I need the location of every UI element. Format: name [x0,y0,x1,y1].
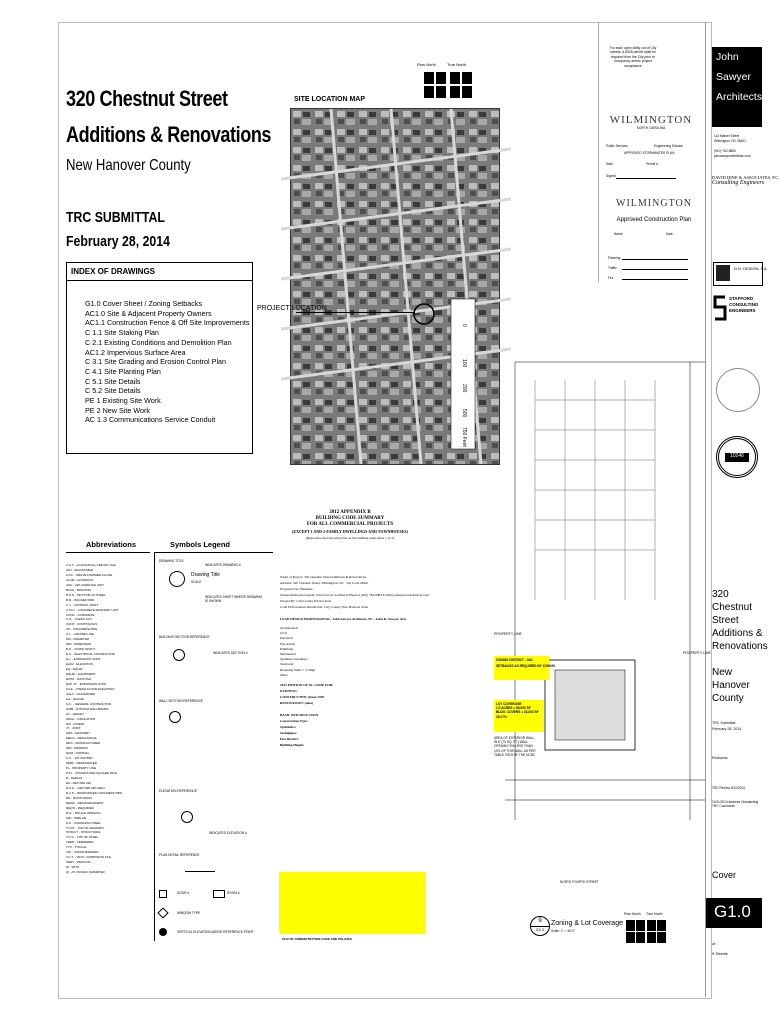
symbol-drawing-title-label: DRAWING TITLE [159,559,184,563]
engineer-sub: Consulting Engineers [712,180,765,186]
tb-sheet-number: G1.0 [714,902,751,921]
stafford-mark-icon [713,295,727,321]
room-symbol-icon [213,890,225,898]
symbol-indicates-drawing: INDICATES DRAWING # [205,563,241,567]
stafford-line3: ENGINEERS [729,308,756,313]
index-item: C 5.1 Site Details [85,376,141,386]
architect-logo-box [712,47,762,127]
symbol-indicates-sheet: INDICATES SHEET WHERE DRAWING IS SHOWN [205,595,263,604]
abbreviation-item: HT - HEIGHT [66,711,84,716]
drawing-title-symbol-icon [169,571,185,587]
symbol-elevation-ref: ELEVATION REFERENCE [159,789,197,793]
index-list [67,281,252,425]
architect-first-name: John [716,51,739,63]
zoning-setbacks: SETBACKS AS REQUIRED BY ZONING [496,664,555,669]
code-proposed-use: Proposed Use: Business [280,587,313,591]
abbreviation-item: C.L. - CENTER LINE [66,632,95,637]
code-sprinklers: Sprinklers: [280,725,297,730]
abbreviation-item: @ - AT, ROUND, DIAMETER [66,870,105,875]
index-heading: INDEX OF DRAWINGS [67,263,252,281]
abbreviation-item: MECH - MECHANICAL [66,736,98,741]
discipline-row: Plumbing [280,646,294,651]
code-title-5: (Reproduce the following data on the building plans sheet 1 or 2) [305,535,395,540]
abbreviation-item: STRUCT - STRUCTURAL [66,830,101,835]
lot-coverage-title: LOT COVERAGE [496,702,522,706]
abbreviation-item: INV - INVERT [66,721,85,726]
property-line-label-1: PROPERTY LINE [494,632,522,636]
abbreviation-item: RA - RETURN AIR [66,780,91,785]
tb-project-line1: 320 Chestnut [712,589,753,613]
project-location-leader [296,312,414,313]
abbreviation-item: V.C.T. - VINYL COMPOSITE TILE [66,855,112,860]
planning-line [622,259,688,260]
abbreviation-item: P.S.I. - POUNDS PER SQUARE INCH [66,771,118,776]
stafford-line1: STAFFORD [729,296,754,301]
tb-project-line2: Street [712,615,739,626]
true-north-label: True North [447,62,466,67]
scale-tick: 200 [461,384,467,393]
abbreviations-rule [66,552,150,553]
index-item: PE 2 New Site Work [85,405,150,415]
code-title-2: BUILDING CODE SUMMARY [315,516,385,522]
code-existing: EXISTING: [280,689,298,694]
planning-label: Planning [608,256,621,260]
abbreviation-item: VERT - VERTICAL [66,860,92,865]
traffic-label: Traffic [608,266,617,270]
code-disciplines [280,626,490,678]
tb-trc: TRC Submittal [712,721,736,725]
code-project-name: Name of Project: 320 Chestnut Street Additions & Renovations [280,575,367,579]
symbol-indicates-section: INDICATES SECTION # [213,651,248,655]
code-enforcement: Code Enforcement Jurisdiction: City County New Hanover State [280,605,369,609]
abbreviation-item: O.C. - ON CENTER [66,756,93,761]
architect-address2: Wilmington, NC 28401 [714,139,746,143]
architect-last-name: Sawyer [716,71,752,83]
code-constructed: CONSTRUCTED: (date) 1959 [280,695,325,700]
abbreviation-item: INSUL - INSULATION [66,716,96,721]
scale-tick: 100 [461,359,467,368]
architect-address1: 114 Market Street [714,134,740,138]
abbreviation-item: E.J. - EXPANSION JOINT [66,657,101,662]
city-logo-sub: NORTH CAROLINA [636,126,666,130]
abbreviations-heading: Abbreviations [86,540,137,549]
code-lead-design: LEAD DESIGN PROFESSIONAL: John Sawyer Architects, PC - John R. Sawyer, AIA [280,617,406,621]
plan-north-label-2: Plan North [624,912,641,916]
property-line-label-2: PROPERTY LINE [683,651,711,655]
abbreviation-item: T.O.M. - TOP OF MASONRY [66,825,105,830]
abbreviation-item: G.C. - GENERAL CONTRACTOR [66,701,112,706]
abbreviation-item: TEMP - TEMPERED [66,840,94,845]
abbreviation-item: A.F.F. - ABOVE FINISHED FLOOR [66,572,113,577]
discipline-row: Other [280,672,288,677]
index-item: C 1.1 Site Staking Plan [85,328,159,338]
discipline-row: Electrical [280,636,293,641]
symbol-plan-detail: PLAN DETAIL REFERENCE [159,853,200,857]
abbreviation-item: PL - PROPERTY LINE [66,766,97,771]
symbol-vertical-elevation: VERTICAL ELEVATION ABOVE REFERENCE POINT [177,930,254,934]
site-map-heading: SITE LOCATION MAP [294,96,366,103]
city-logo-2: WILMINGTON [616,198,692,209]
discipline-row: Architectural [280,626,298,630]
index-item: C 3.1 Site Grading and Erosion Control Plan [85,357,227,367]
abbreviation-item: D.S. - DOWN SPOUT [66,647,96,652]
abbreviations-list [66,563,152,875]
discipline-row: Retaining Walls > 5' High [280,667,316,672]
signature-line [616,178,676,179]
name-label: Name [614,232,623,236]
code-building-height: Building Height: [280,743,305,748]
scale-tick: 750 Feet [461,427,467,447]
abbreviation-item: CONT - CONTINUOUS [66,622,98,627]
discipline-row: Civil [280,631,287,636]
abbreviation-item: BLDG - BUILDING [66,587,92,592]
abbreviation-item: C.O. - CLEAN OUT [66,617,93,622]
project-location-label: PROJECT LOCATION [257,305,327,312]
abbreviation-item: MFG - MANUFACTURER [66,741,101,746]
symbol-wall-section: WALL SECTION REFERENCE [159,699,204,703]
abbreviation-item: W - WITH [66,865,80,870]
symbol-door: DOOR # [177,891,190,895]
signed-label: Signed [606,174,616,178]
building-coverage: BLDG. COVERS = 16,000 SF [496,710,539,715]
detail-scale: Scale: 1" = 30'-0" [551,929,576,933]
code-summary-body [280,574,490,748]
lot-coverage-note-box [494,700,544,732]
abbreviation-item: CP - CONCRETE PIPE [66,627,98,632]
stormwater-approval-stamp [606,114,696,194]
aerial-photo [291,109,499,464]
symbol-scale: SCALE [191,580,202,584]
abbreviation-item: V.B. - VAPOR BARRIER [66,850,99,855]
site-plan-lines [505,300,705,880]
discipline-row: Sprinkler-Standpipe [280,657,308,662]
permit-label: Permit # [646,162,658,166]
scale-tick: 0 [461,324,467,327]
north-street-label: NORTH FOURTH STREET [560,880,599,884]
abbreviation-item: F.F.E. - FINISH FLOOR ELEVATION [66,686,115,691]
lot-acres: 1.5 ACRES = 65,000 SF [496,706,531,711]
construction-approval-stamp [604,198,704,286]
abbreviation-item: B.O.S. - BOTTOM OF STEEL [66,592,106,597]
abbreviation-item: T.O.S. - TOP OF STEEL [66,835,99,840]
detail-number: 9 [538,918,542,924]
north-arrow-icon [424,72,472,105]
north-arrow-icon-2 [626,920,666,949]
abbreviation-item: NOM - NOMINAL [66,751,90,756]
fire-line [622,279,688,280]
approved-construction-plan: Approved Construction Plan [616,217,692,223]
abbreviation-item: ALUM - ALUMINUM [66,577,93,582]
tb-revision-1: TRC Review 5/10/2014 [712,786,745,790]
code-highlight-area [279,872,426,934]
title-block-divider [705,22,706,997]
abbreviation-item: TYP - TYPICAL [66,845,87,850]
architect-web: johnsawyerarchitects.com [714,154,751,158]
abbreviation-item: S.S. - STAINLESS STEEL [66,820,101,825]
abbreviation-item: ADJ - ADJUSTABLE [66,567,94,572]
index-item: AC1.2 Impervious Surface Area [85,347,186,357]
tb-county-line1: New Hanover [712,667,750,691]
abbreviation-item: EXIST - EXISTING [66,676,92,681]
submittal-title: TRC SUBMITTAL [66,209,165,226]
abbreviation-item: RD - ROOF DRAIN [66,795,92,800]
traffic-line [622,269,688,270]
seal-number: 10246 [725,453,749,462]
abbreviation-item: MAS - MASONRY [66,731,91,736]
code-fire-district: Fire District: [280,737,299,742]
door-symbol-icon [159,890,167,898]
public-services-label: Public Services [606,144,628,148]
exterior-wall-note: AREA OF EXTERIOR WALL IN 5' (70 SQ. FT.) WALL OPENING 5% LESS THAN 10% OF THIS WALL AS PER TABLE 705.8 OF THE NCBC [494,736,536,757]
code-edition: 2012 EDITION OF NC CODE FOR: [280,683,334,688]
fire-label: Fire [608,276,614,280]
professional-seal-1 [716,368,760,412]
site-plan-drawing [505,300,705,880]
title-block-project [712,588,770,653]
abbreviation-item: E.C. - ELECTRICAL CONTRACTOR [66,652,115,657]
detail-title: Zoning & Lot Coverage [551,920,623,927]
discipline-row: Mechanical [280,652,296,657]
abbreviation-item: DIM - DIMENSION [66,642,92,647]
code-construction-type: Construction Type: [280,719,309,724]
index-item: PE 1 Existing Site Work [85,396,161,406]
abbreviation-item: ELEV - ELEVATION [66,662,93,667]
abbreviation-item: EQ - EQUAL [66,667,84,672]
tb-revisions: Revisions [712,756,728,760]
city-logo: WILMINGTON [609,114,693,126]
index-item: C 2.1 Existing Conditions and Demolition Plan [85,337,232,347]
date2-label: Date [666,232,673,236]
dh-design-mark-icon [716,265,730,281]
index-item: C 5.2 Site Details [85,386,141,396]
abbreviation-item: R.O. - ROUGH OPENING [66,810,101,815]
symbol-drawing-title-text: Drawing Title [191,572,220,578]
submittal-date: February 28, 2014 [66,233,170,250]
discipline-row: Structural [280,662,294,667]
architect-phone: (910) 762-8863 [714,149,736,153]
code-title-3: FOR ALL COMMERCIAL PROJECTS [306,522,394,528]
true-north-label-2: True North [646,912,663,916]
engineer-name: DAVID HINE & ASSOCIATES, P.C. [712,175,780,180]
index-of-drawings [66,262,253,454]
plan-detail-symbol-icon [185,863,215,872]
tb-revision-2: 10/11/2014 Address Outstanding TRC Comments [712,800,759,809]
index-item: AC1.0 Site & Adjacent Property Owners [85,308,212,318]
approval-column-divider [598,22,599,282]
abbreviation-item: EQUIP - EQUIPMENT [66,671,96,676]
symbol-window: WINDOW TYPE [177,911,201,915]
section-symbol-icon [173,649,185,661]
abbreviation-item: GALV - GALVANIZED [66,691,96,696]
engineering-label: Engineering Division [654,144,684,148]
abbreviation-item: JT - JOINT [66,726,81,731]
index-item: AC 1.3 Communications Service Conduit [85,415,216,425]
code-basic-data: BASIC BUILDING DATA [280,713,319,718]
abbreviation-item: REQ'D - REQUIRED [66,805,94,810]
project-county: New Hanover County [66,157,191,174]
abbreviation-item: A.C.T. - ACOUSTICAL CEILING TILE [66,563,116,567]
symbol-room: ROOM # [227,891,240,895]
symbol-indicates-elevation: INDICATES ELEVATION # [209,831,247,835]
detail-sheet: G1.0 [535,927,545,932]
zoning-district: ZONING DISTRICT - O&I [496,658,533,662]
abbreviation-item: MIN - MINIMUM [66,746,88,751]
elevation-symbol-icon [181,811,193,823]
abbreviation-item: DIA - DIAMETER [66,637,90,642]
window-symbol-icon [157,907,168,918]
code-title-1: 2012 APPENDIX B [329,510,371,515]
coverage-percent: 25.37% [496,714,507,719]
abbreviation-item: R.C.P. - REINFORCED CONCRETE PIPE [66,790,123,795]
detail-tag [530,916,550,936]
code-owned-by: Owned By: City/County Private State [280,599,332,603]
abbreviation-item: PERF - PERFORATED [66,761,97,766]
abbreviation-item: B.R. - BACKER ROD [66,597,95,602]
code-zip: Zip Code 28401 [346,581,369,585]
vertical-elev-symbol-icon [159,928,167,936]
date-label: Date [606,162,613,166]
abbreviation-item: EXP. JT. - EXPANSION JOINT [66,681,107,686]
tb-sheet-number-box [706,898,762,928]
tb-county-line2: County [712,693,744,704]
project-title-line2: Additions & Renovations [66,122,272,147]
abbreviation-item: C.M.U. - CONCRETE MASONRY UNIT [66,607,119,612]
zoning-note-box [494,656,555,680]
engineer-block [712,175,780,186]
architect-firm: Architects [716,91,763,103]
code-footer: 2012 NC ADMINISTRATION CODE AND POLICIES [282,937,352,941]
dh-design-name: D.H. DESIGN, P.A. [734,266,768,271]
symbol-building-section: BUILDING SECTION REFERENCE [159,635,210,639]
symbols-legend-box [154,552,273,941]
tb-sheets: 9 Sheets [712,951,728,956]
code-address: Address: 320 Chestnut Street, Wilmington, NC [280,581,344,585]
professional-seal-2 [716,436,758,478]
aerial-site-map [290,108,500,465]
wall-section-symbol-icon [169,711,181,723]
tb-of: of [712,941,716,946]
abbreviation-item: SIM - SIMILAR [66,815,87,820]
index-item: C 4.1 Site Planting Plan [85,366,161,376]
index-item: G1.0 Cover Sheet / Zoning Setbacks [85,299,203,308]
symbols-heading: Symbols Legend [170,540,231,549]
tb-project-line4: Renovations [712,641,768,652]
code-standpipes: Standpipes: [280,731,298,736]
abbreviation-item: REINF - REINFORCEMENT [66,800,104,805]
discipline-row: Fire Alarm [280,641,295,646]
approved-stormwater-label: APPROVED STORMWATER PLAN [624,151,675,155]
code-owner: Owner/Authorized Agent: John Sawyer Architects Phone # (910) 762-8863 E-Mail johnsawyerarchitects.com [280,593,429,597]
utility-cut-note: For each open utility cut of City streets, a $325 permit shall be required from the City prior to occupancy and/or project acceptance [609,46,657,68]
abbreviation-item: CONC - CONCRETE [66,612,95,617]
abbreviation-item: R.A.G. - RETURN AIR GRILL [66,785,106,790]
code-summary-header [280,510,420,541]
stafford-line2: CONSULTING [729,302,759,307]
tb-project-line3: Additions & [712,628,763,639]
code-renovation: RENOVATION: (date) [280,701,314,706]
plan-north-label: Plan North [417,62,436,67]
abbreviation-item: R - RADIUS [66,775,83,780]
dh-design-logo [713,262,768,286]
abbreviation-item: GA - GAUGE [66,696,84,701]
scale-tick: 500 [461,409,467,418]
project-title-line1: 320 Chestnut Street [66,86,228,111]
title-block-county [712,666,770,705]
index-item: AC1.1 Construction Fence & Off Site Improvements [85,318,250,328]
abbreviation-item: AHU - AIR HANDLING UNIT [66,582,105,587]
code-title-4: (EXCEPT 1 AND 2-FAMILY DWELLINGS AND TOWNHOUSES) [292,528,408,534]
tb-trc-date: February 28, 2014 [712,727,742,731]
tb-sheet-name: Cover [712,870,737,880]
abbreviation-item: C.J. - CONTROL JOINT [66,602,99,607]
abbreviation-item: GWB - GYPSUM WALLBOARD [66,706,109,711]
